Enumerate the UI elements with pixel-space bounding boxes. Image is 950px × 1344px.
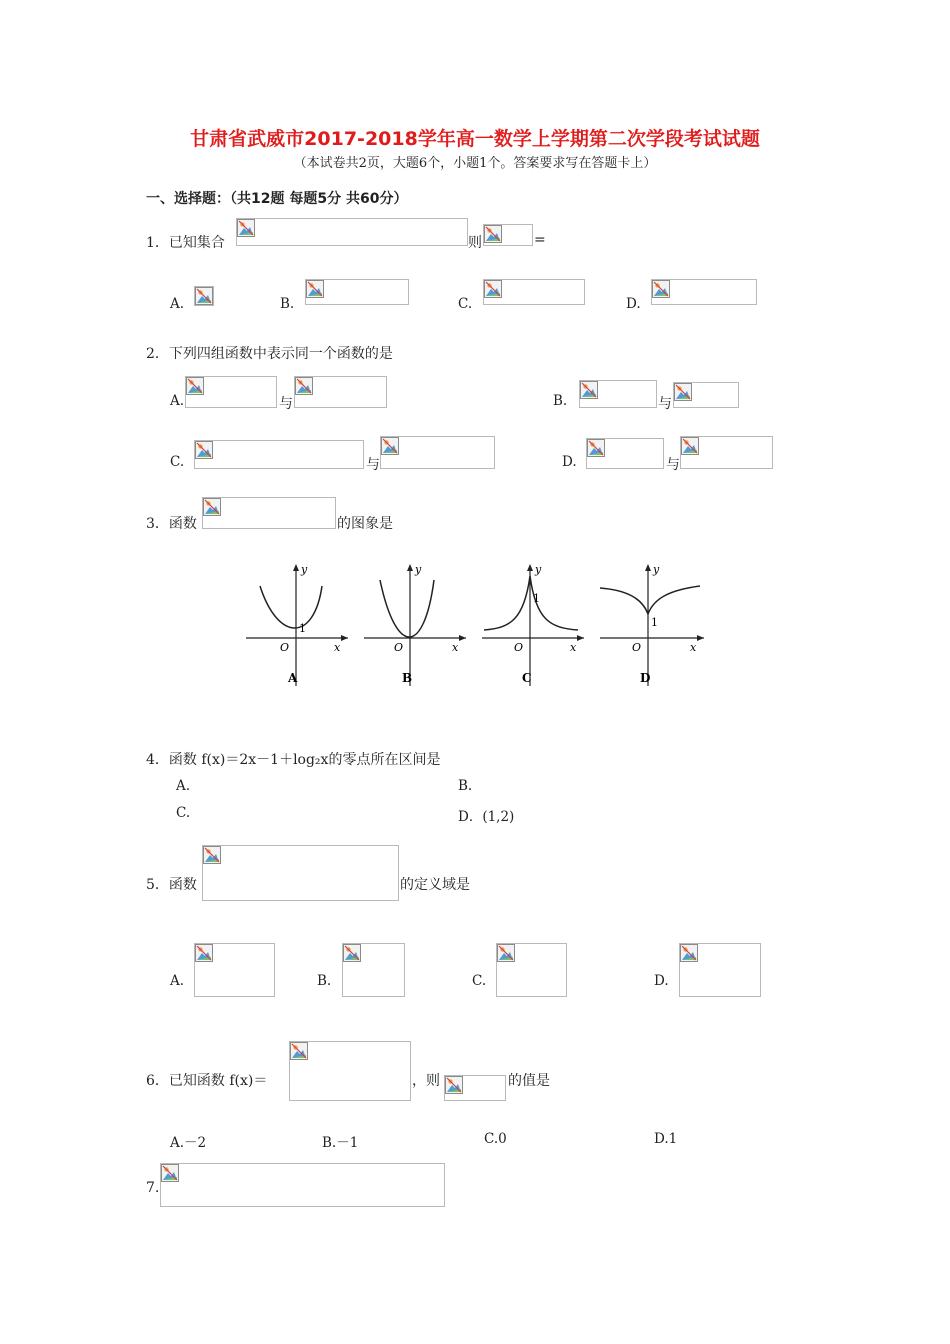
x-axis-label: x	[570, 641, 577, 654]
broken-image-icon	[680, 944, 698, 962]
origin-label: O	[280, 641, 290, 654]
y-axis-label: y	[535, 563, 542, 576]
q1-mid: 则	[468, 235, 482, 251]
q4-stem: 4．函数 f(x)＝2x－1＋log₂x的零点所在区间是	[146, 752, 441, 768]
q2-option-b: B.	[553, 393, 568, 409]
q6-option-b: B.－1	[322, 1135, 359, 1151]
graph-letter: C	[522, 671, 532, 685]
broken-image-icon	[237, 219, 255, 237]
q7-question-image	[160, 1163, 445, 1207]
q6-expression-image	[444, 1075, 506, 1101]
q1-prefix: 1．已知集合	[146, 235, 225, 251]
q3-prefix: 3．函数	[146, 516, 197, 532]
x-axis-arrow	[459, 635, 466, 641]
q5-option-b-image	[342, 943, 405, 997]
broken-image-icon	[587, 439, 605, 457]
q5-option-a: A.	[170, 973, 185, 989]
x-axis-label: x	[452, 641, 459, 654]
q3-function-image	[202, 497, 336, 529]
q2-option-b-joiner: 与	[658, 396, 672, 412]
curve	[380, 580, 434, 637]
q5-suffix: 的定义域是	[400, 877, 470, 893]
q4-option-a: A.	[176, 778, 191, 794]
q2-option-a-image-2	[294, 376, 387, 408]
q6-piecewise-image	[289, 1041, 411, 1101]
q1-expression-image	[483, 224, 533, 246]
x-axis-arrow	[577, 635, 584, 641]
broken-image-icon	[161, 1164, 179, 1182]
q5-option-a-image	[194, 943, 275, 997]
q4-option-c: C.	[176, 805, 191, 821]
q6-option-d: D.1	[654, 1131, 678, 1147]
broken-image-icon	[580, 381, 598, 399]
q5-prefix: 5．函数	[146, 877, 197, 893]
curve	[484, 576, 578, 630]
q2-option-a: A.	[170, 393, 185, 409]
graph-letter: D	[640, 671, 651, 685]
q2-option-b-image-2	[673, 382, 739, 408]
broken-image-icon	[381, 437, 399, 455]
q6-option-c: C.0	[484, 1131, 507, 1147]
q5-option-c: C.	[472, 973, 487, 989]
q2-option-d-joiner: 与	[666, 457, 680, 473]
intercept-label: 1	[299, 622, 306, 635]
origin-label: O	[394, 641, 404, 654]
q6-mid: ，则	[412, 1073, 440, 1089]
q6-prefix: 6．已知函数 f(x)＝	[146, 1073, 268, 1089]
broken-image-icon	[186, 377, 204, 395]
q2-option-a-joiner: 与	[279, 396, 293, 412]
broken-image-icon	[203, 846, 221, 864]
x-axis-label: x	[334, 641, 341, 654]
q7-prefix: 7.	[146, 1180, 160, 1196]
curve	[600, 586, 700, 614]
broken-image-icon	[652, 280, 670, 298]
x-axis-arrow	[697, 635, 704, 641]
q3-suffix: 的图象是	[337, 516, 393, 532]
q3-graph-options	[238, 556, 718, 692]
q5-option-d-image	[679, 943, 761, 997]
broken-image-icon	[195, 441, 213, 459]
section-heading: 一、选择题：（共12题 每题5分 共60分）	[146, 191, 408, 207]
y-axis-label: y	[653, 563, 660, 576]
q2-option-c-joiner: 与	[366, 457, 380, 473]
q1-option-c-image	[483, 279, 585, 305]
q2-option-d-image-2	[680, 436, 773, 469]
q5-option-d: D.	[654, 973, 669, 989]
q2-option-c-image-2	[380, 436, 495, 469]
origin-label: O	[514, 641, 524, 654]
exam-title: 甘肃省武威市2017-2018学年高一数学上学期第二次学段考试试题	[190, 128, 760, 150]
x-axis-label: x	[690, 641, 697, 654]
broken-image-icon	[306, 280, 324, 298]
q1-option-b-image	[305, 279, 409, 305]
broken-image-icon	[484, 225, 502, 243]
y-axis-arrow	[407, 564, 413, 571]
broken-image-icon	[203, 498, 221, 516]
curve	[260, 586, 322, 628]
broken-image-icon	[195, 287, 213, 305]
q5-function-image	[202, 845, 399, 901]
q3-graph-c[interactable]	[482, 563, 584, 686]
q3-graph-a[interactable]	[246, 563, 348, 686]
broken-image-icon	[295, 377, 313, 395]
x-axis-arrow	[341, 635, 348, 641]
q1-set-image	[236, 218, 468, 246]
broken-image-icon	[195, 944, 213, 962]
q5-option-c-image	[496, 943, 567, 997]
y-axis-label: y	[301, 563, 308, 576]
y-axis-arrow	[293, 564, 299, 571]
q3-graph-b[interactable]	[364, 563, 466, 686]
q1-option-d: D.	[626, 296, 641, 312]
q2-option-d-image-1	[586, 438, 664, 469]
q2-option-c-image-1	[194, 440, 364, 469]
q4-option-d: D．(1,2)	[458, 809, 515, 825]
q3-graph-d[interactable]	[600, 563, 704, 686]
q1-option-a: A.	[170, 296, 185, 312]
q2-option-b-image-1	[579, 380, 657, 408]
broken-image-icon	[484, 280, 502, 298]
q1-option-d-image	[651, 279, 757, 305]
broken-image-icon	[681, 437, 699, 455]
q1-option-a-image	[194, 286, 214, 306]
exam-subtitle: （本试卷共2页，大题6个，小题1个。答案要求写在答题卡上）	[293, 156, 657, 171]
graph-letter: A	[288, 671, 298, 685]
intercept-label: 1	[651, 616, 658, 629]
q2-option-a-image-1	[185, 376, 277, 408]
q1-option-b: B.	[280, 296, 295, 312]
broken-image-icon	[343, 944, 361, 962]
q1-suffix: =	[534, 232, 546, 248]
y-axis-label: y	[415, 563, 422, 576]
broken-image-icon	[497, 944, 515, 962]
broken-image-icon	[445, 1076, 463, 1094]
q2-option-d: D.	[562, 454, 577, 470]
q6-suffix: 的值是	[508, 1073, 550, 1089]
y-axis-arrow	[645, 564, 651, 571]
q2-option-c: C.	[170, 454, 185, 470]
broken-image-icon	[674, 383, 692, 401]
q5-option-b: B.	[317, 973, 332, 989]
origin-label: O	[632, 641, 642, 654]
graph-letter: B	[402, 671, 413, 685]
q1-option-c: C.	[458, 296, 473, 312]
q6-option-a: A.－2	[170, 1135, 207, 1151]
q2-stem: 2．下列四组函数中表示同一个函数的是	[146, 346, 393, 362]
y-axis-arrow	[527, 564, 533, 571]
broken-image-icon	[290, 1042, 308, 1060]
intercept-label: 1	[533, 592, 540, 605]
q4-option-b: B.	[458, 778, 473, 794]
